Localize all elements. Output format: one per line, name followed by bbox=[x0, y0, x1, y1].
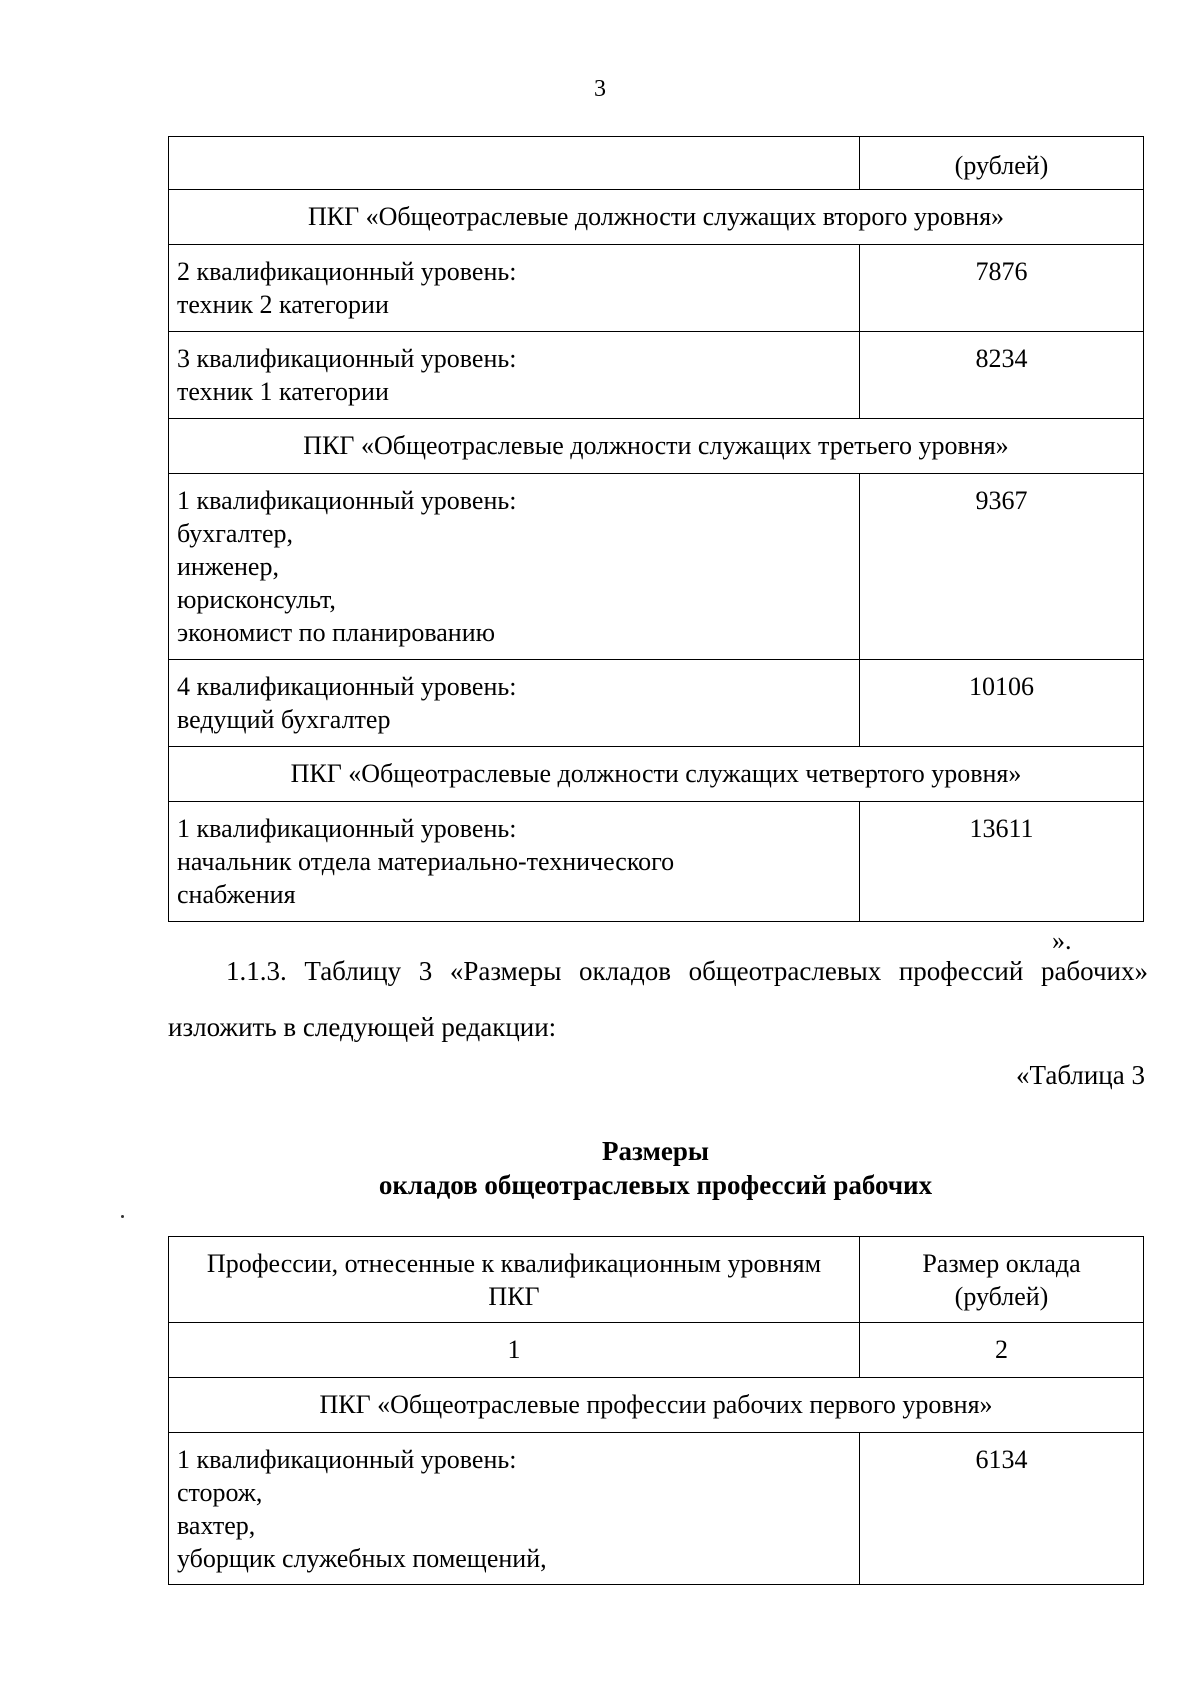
table-row bbox=[169, 245, 1144, 332]
page-number: 3 bbox=[594, 76, 606, 102]
position-name: бухгалтер, bbox=[177, 519, 294, 548]
position-name: сторож, bbox=[177, 1478, 263, 1507]
position-name: юрисконсульт, bbox=[177, 585, 336, 614]
salary-value: 10106 bbox=[860, 660, 1144, 747]
position-name: начальник отдела материально-технического bbox=[177, 847, 675, 876]
closing-quote: ». bbox=[1052, 926, 1072, 955]
group-title: ПКГ «Общеотраслевые должности служащих второго уровня» bbox=[169, 190, 1144, 245]
column-header-salary bbox=[860, 1237, 1144, 1323]
group-row bbox=[169, 1378, 1144, 1433]
qualification-cell bbox=[169, 802, 860, 922]
group-row bbox=[169, 419, 1144, 474]
column-header-line: Размер оклада bbox=[922, 1249, 1081, 1278]
position-name: техник 1 категории bbox=[177, 377, 389, 406]
salary-value: 13611 bbox=[860, 802, 1144, 922]
column-header-line: ПКГ bbox=[488, 1282, 540, 1311]
qualification-level: 2 квалификационный уровень: bbox=[177, 257, 517, 286]
table-row bbox=[169, 474, 1144, 660]
qualification-level: 1 квалификационный уровень: bbox=[177, 814, 517, 843]
position-name: вахтер, bbox=[177, 1511, 256, 1540]
position-name: снабжения bbox=[177, 880, 296, 909]
group-title: ПКГ «Общеотраслевые должности служащих третьего уровня» bbox=[169, 419, 1144, 474]
table-title-line-1: Размеры bbox=[602, 1136, 709, 1166]
salary-table-employees bbox=[168, 136, 1144, 922]
amendment-paragraph-line-2: изложить в следующей редакции: bbox=[168, 1012, 557, 1042]
column-header-line: (рублей) bbox=[954, 1282, 1049, 1311]
position-name: экономист по планированию bbox=[177, 618, 496, 647]
qualification-level: 1 квалификационный уровень: bbox=[177, 486, 517, 515]
qualification-level: 4 квалификационный уровень: bbox=[177, 672, 517, 701]
salary-value: 6134 bbox=[860, 1433, 1144, 1585]
salary-value: 8234 bbox=[860, 332, 1144, 419]
table-header-row bbox=[169, 1237, 1144, 1323]
column-number: 2 bbox=[860, 1323, 1144, 1378]
table-row bbox=[169, 1433, 1144, 1585]
header-empty-cell bbox=[169, 137, 860, 190]
position-name: техник 2 категории bbox=[177, 290, 389, 319]
column-header-professions bbox=[169, 1237, 860, 1323]
salary-table-workers bbox=[168, 1236, 1144, 1585]
qualification-cell bbox=[169, 660, 860, 747]
salary-value: 7876 bbox=[860, 245, 1144, 332]
table-header-row bbox=[169, 137, 1144, 190]
scan-speck bbox=[121, 1215, 124, 1218]
unit-header-cell: (рублей) bbox=[860, 137, 1144, 190]
table-title-line-2: окладов общеотраслевых профессий рабочих bbox=[378, 1170, 933, 1200]
qualification-level: 1 квалификационный уровень: bbox=[177, 1445, 517, 1474]
position-name: ведущий бухгалтер bbox=[177, 705, 391, 734]
position-name: инженер, bbox=[177, 552, 279, 581]
column-number-row bbox=[169, 1323, 1144, 1378]
group-title: ПКГ «Общеотраслевые профессии рабочих первого уровня» bbox=[169, 1378, 1144, 1433]
table-row bbox=[169, 802, 1144, 922]
qualification-cell bbox=[169, 332, 860, 419]
table-label: «Таблица 3 bbox=[1016, 1060, 1145, 1090]
position-name: уборщик служебных помещений, bbox=[177, 1544, 547, 1573]
table-row bbox=[169, 660, 1144, 747]
amendment-paragraph-line-1: 1.1.3. Таблицу 3 «Размеры окладов общеотраслевых профессий рабочих» bbox=[226, 956, 1148, 986]
column-number: 1 bbox=[169, 1323, 860, 1378]
qualification-cell bbox=[169, 1433, 860, 1585]
qualification-cell bbox=[169, 245, 860, 332]
table-row bbox=[169, 332, 1144, 419]
group-row bbox=[169, 190, 1144, 245]
group-row bbox=[169, 747, 1144, 802]
salary-value: 9367 bbox=[860, 474, 1144, 660]
qualification-level: 3 квалификационный уровень: bbox=[177, 344, 517, 373]
group-title: ПКГ «Общеотраслевые должности служащих четвертого уровня» bbox=[169, 747, 1144, 802]
column-header-line: Профессии, отнесенные к квалификационным уровням bbox=[206, 1249, 822, 1278]
qualification-cell bbox=[169, 474, 860, 660]
